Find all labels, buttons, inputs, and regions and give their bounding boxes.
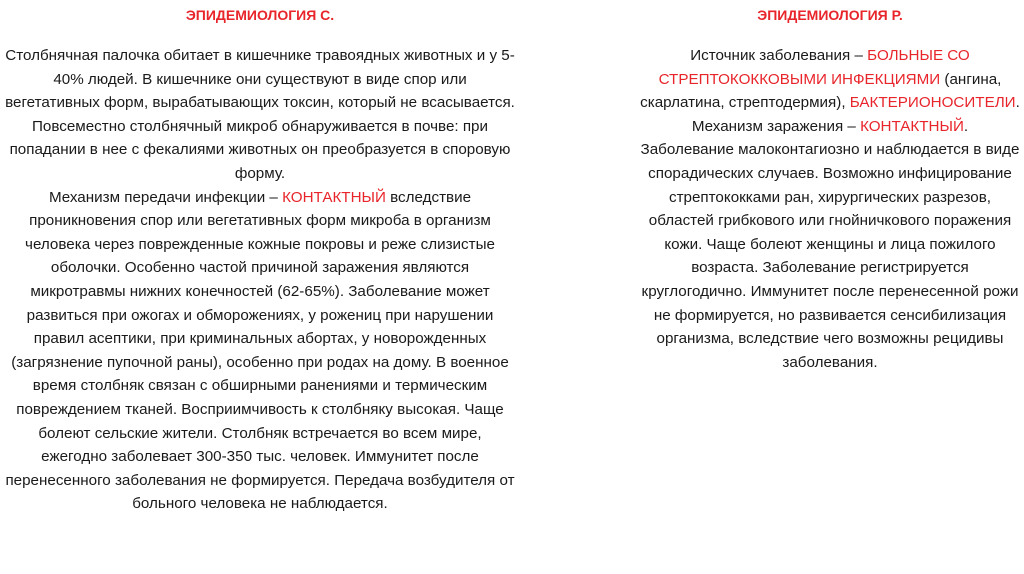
right-s1-text-after: . [1015,94,1020,112]
right-paragraph-2 [640,115,1020,139]
right-s1-highlight-2: БАКТЕРИОНОСИТЕЛИ [849,94,1016,112]
right-s2-text-before: Механизм заражения – [691,117,861,135]
left-heading: ЭПИДЕМИОЛОГИЯ С. [185,7,335,23]
right-column [640,6,1020,374]
left-p2-text-before: Механизм передачи инфекции – [48,188,283,206]
left-p2-text-after: вследствие проникновения спор или вегетативных форм микроба в организм человека через поврежденные кожные покровы и реже слизистые оболочки. Особенно частой причиной заражения являются микротравмы нижних конечностей (62-65%). Заболевание может развиться при ожогах и обморожениях, у рожениц при нарушении правил асептики, при криминальных абортах, у новорожденных (загрязнение пупочной раны), особенно при родах на дому. В военное время столбняк связан с обширными ранениями и термическим повреждением тканей. Восприимчивость к столбняку высокая. Чаще болеют сельские жители. Столбняк встречается во всем мире, ежегодно заболевает 300-350 тыс. человек. Иммунитет после перенесенного заболевания не формируется. Передача возбудителя от больного человека не наблюдается. [5,188,515,513]
right-s1-text-middle: (ангина, скарлатина, стрептодермия), [640,70,1002,112]
right-heading: ЭПИДЕМИОЛОГИЯ Р. [757,7,903,23]
right-paragraph-3: Заболевание малоконтагиозно и наблюдается в виде спорадических случаев. Возможно инфицирование стрептококками ран, хирургических разрезов, областей грибкового или гнойничкового поражения кожи. Чаще болеют женщины и лица пожилого возраста. Заболевание регистрируется круглогодично. Иммунитет после перенесенной рожи не формируется, но развивается сенсибилизация организма, вследствие чего возможны рецидивы заболевания. [640,141,1020,371]
right-s2-highlight: КОНТАКТНЫЙ [860,117,964,135]
left-paragraph-2 [4,186,516,516]
right-s1-highlight: БОЛЬНЫЕ СО СТРЕПТОКОККОВЫМИ ИНФЕКЦИЯМИ [658,47,970,88]
right-s1-text-before: Источник заболевания – [690,47,868,64]
left-paragraph-1: Столбнячная палочка обитает в кишечнике травоядных животных и у 5-40% людей. В кишечнике они существуют в виде спор или вегетативных форм, вырабатывающих токсин, который не всасывается. Повсеместно столбнячный микроб обнаруживается в почве: при попадании в нее с фекалиями животных он преобразуется в споровую форму. [5,47,515,182]
left-column [4,6,516,516]
right-s2-text-after: . [963,117,969,135]
right-paragraph-1 [640,44,1020,115]
left-p2-highlight: КОНТАКТНЫЙ [282,188,386,206]
